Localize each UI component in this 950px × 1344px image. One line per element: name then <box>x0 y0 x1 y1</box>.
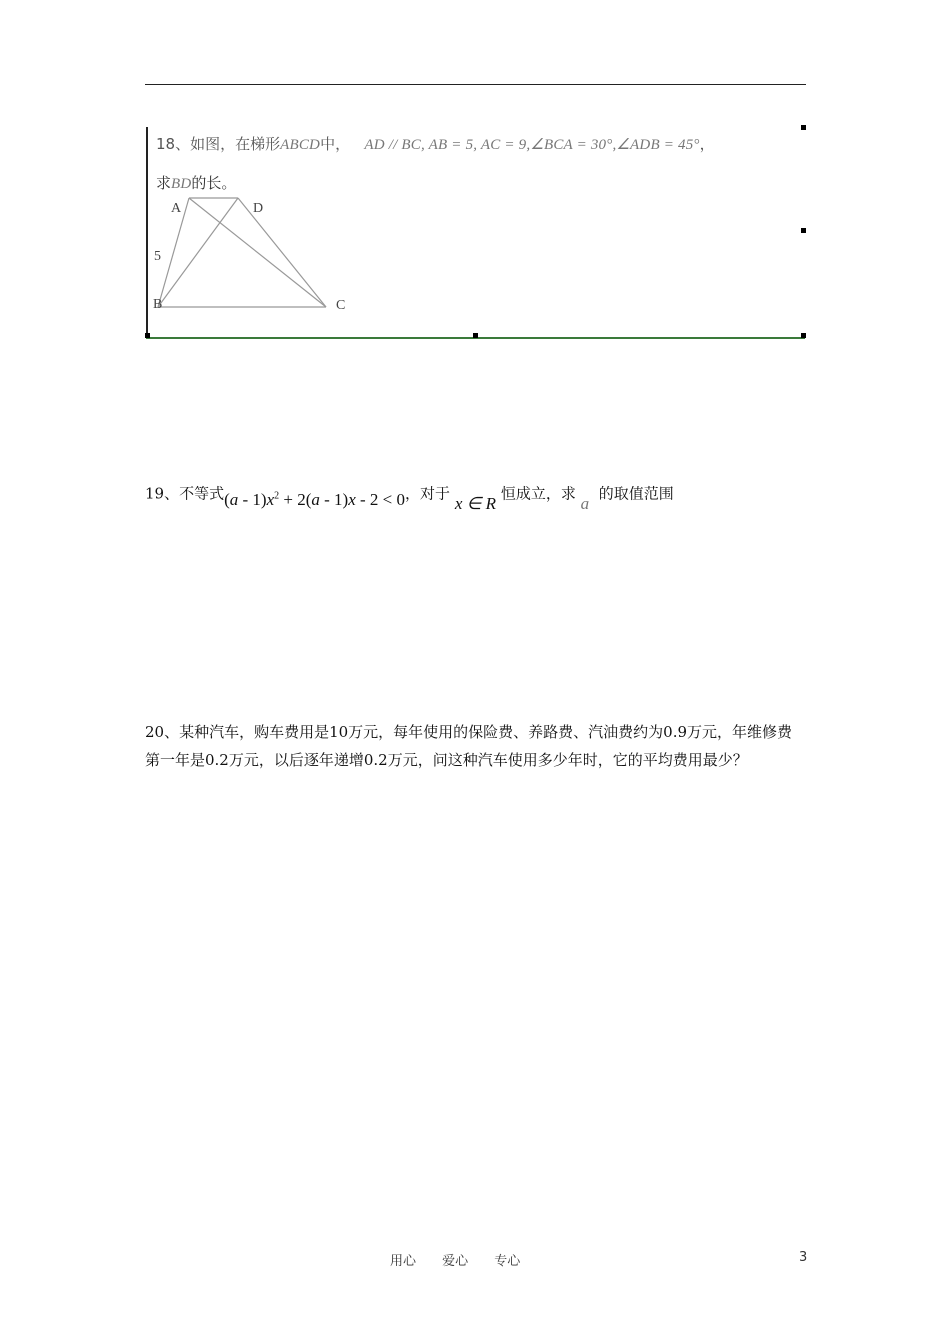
q19-inequality <box>224 490 405 509</box>
segment-dc <box>238 198 326 307</box>
resize-handle-bottom-right[interactable] <box>801 333 806 338</box>
diagonal-bd <box>158 198 238 307</box>
eq-minus2: - 1) <box>319 489 349 509</box>
eq-minus1: - 1) <box>238 489 267 509</box>
eq-open: ( <box>224 489 230 509</box>
q18-line-1 <box>156 133 715 154</box>
q19-var: a <box>580 493 590 513</box>
q19-text <box>145 476 674 513</box>
footer-motto: 用心 爱心 专心 <box>390 1254 521 1269</box>
resize-handle-top-right[interactable] <box>801 125 806 130</box>
label-c: C <box>336 298 346 313</box>
q18-mid: 中， <box>320 135 351 153</box>
eq-x1: x <box>266 489 275 509</box>
eq-a2: a <box>311 489 320 509</box>
eq-square: 2 <box>274 490 280 501</box>
eq-a1: a <box>229 489 239 509</box>
q18-trapezoid-name: ABCD <box>280 137 321 153</box>
resize-handle-bottom-left[interactable] <box>145 333 150 338</box>
resize-handle-bottom-middle[interactable] <box>473 333 478 338</box>
label-b: B <box>153 297 163 312</box>
q19-suffix: 的取值范围 <box>598 484 674 503</box>
q18-conditions: AD // BC, AB = 5, AC = 9,∠BCA = 30°,∠ADB = 45° <box>364 137 700 153</box>
q19-prefix: 19、不等式 <box>145 484 225 503</box>
eq-plus: + 2( <box>279 489 312 509</box>
trapezoid-figure <box>146 190 366 315</box>
q18-ask-suffix: 的长。 <box>191 174 237 192</box>
label-d: D <box>253 201 264 216</box>
q19-mid: ，对于 <box>405 484 451 503</box>
label-ab-length: 5 <box>154 249 161 264</box>
q19-mid2: 恒成立，求 <box>500 484 576 503</box>
label-a: A <box>171 201 182 216</box>
q18-suffix: ， <box>699 135 715 153</box>
resize-handle-middle-right[interactable] <box>801 228 806 233</box>
page-number: 3 <box>799 1250 808 1265</box>
header-rule <box>145 84 806 85</box>
eq-x2: x <box>348 489 356 509</box>
q18-ask: 求 <box>156 174 172 192</box>
q18-prefix: 18、如图，在梯形 <box>156 135 281 153</box>
q20-text: 20、某种汽车，购车费用是10万元，每年使用的保险费、养路费、汽油费约为0.9万元，年维修费第一年是0.2万元，以后逐年递增0.2万元，问这种汽车使用多少年时，它的平均费用最少？ <box>145 723 793 769</box>
q18-bd: BD <box>171 176 192 192</box>
q19-condition: x ∈ R <box>454 493 497 513</box>
eq-tail: - 2 < 0 <box>355 489 406 509</box>
